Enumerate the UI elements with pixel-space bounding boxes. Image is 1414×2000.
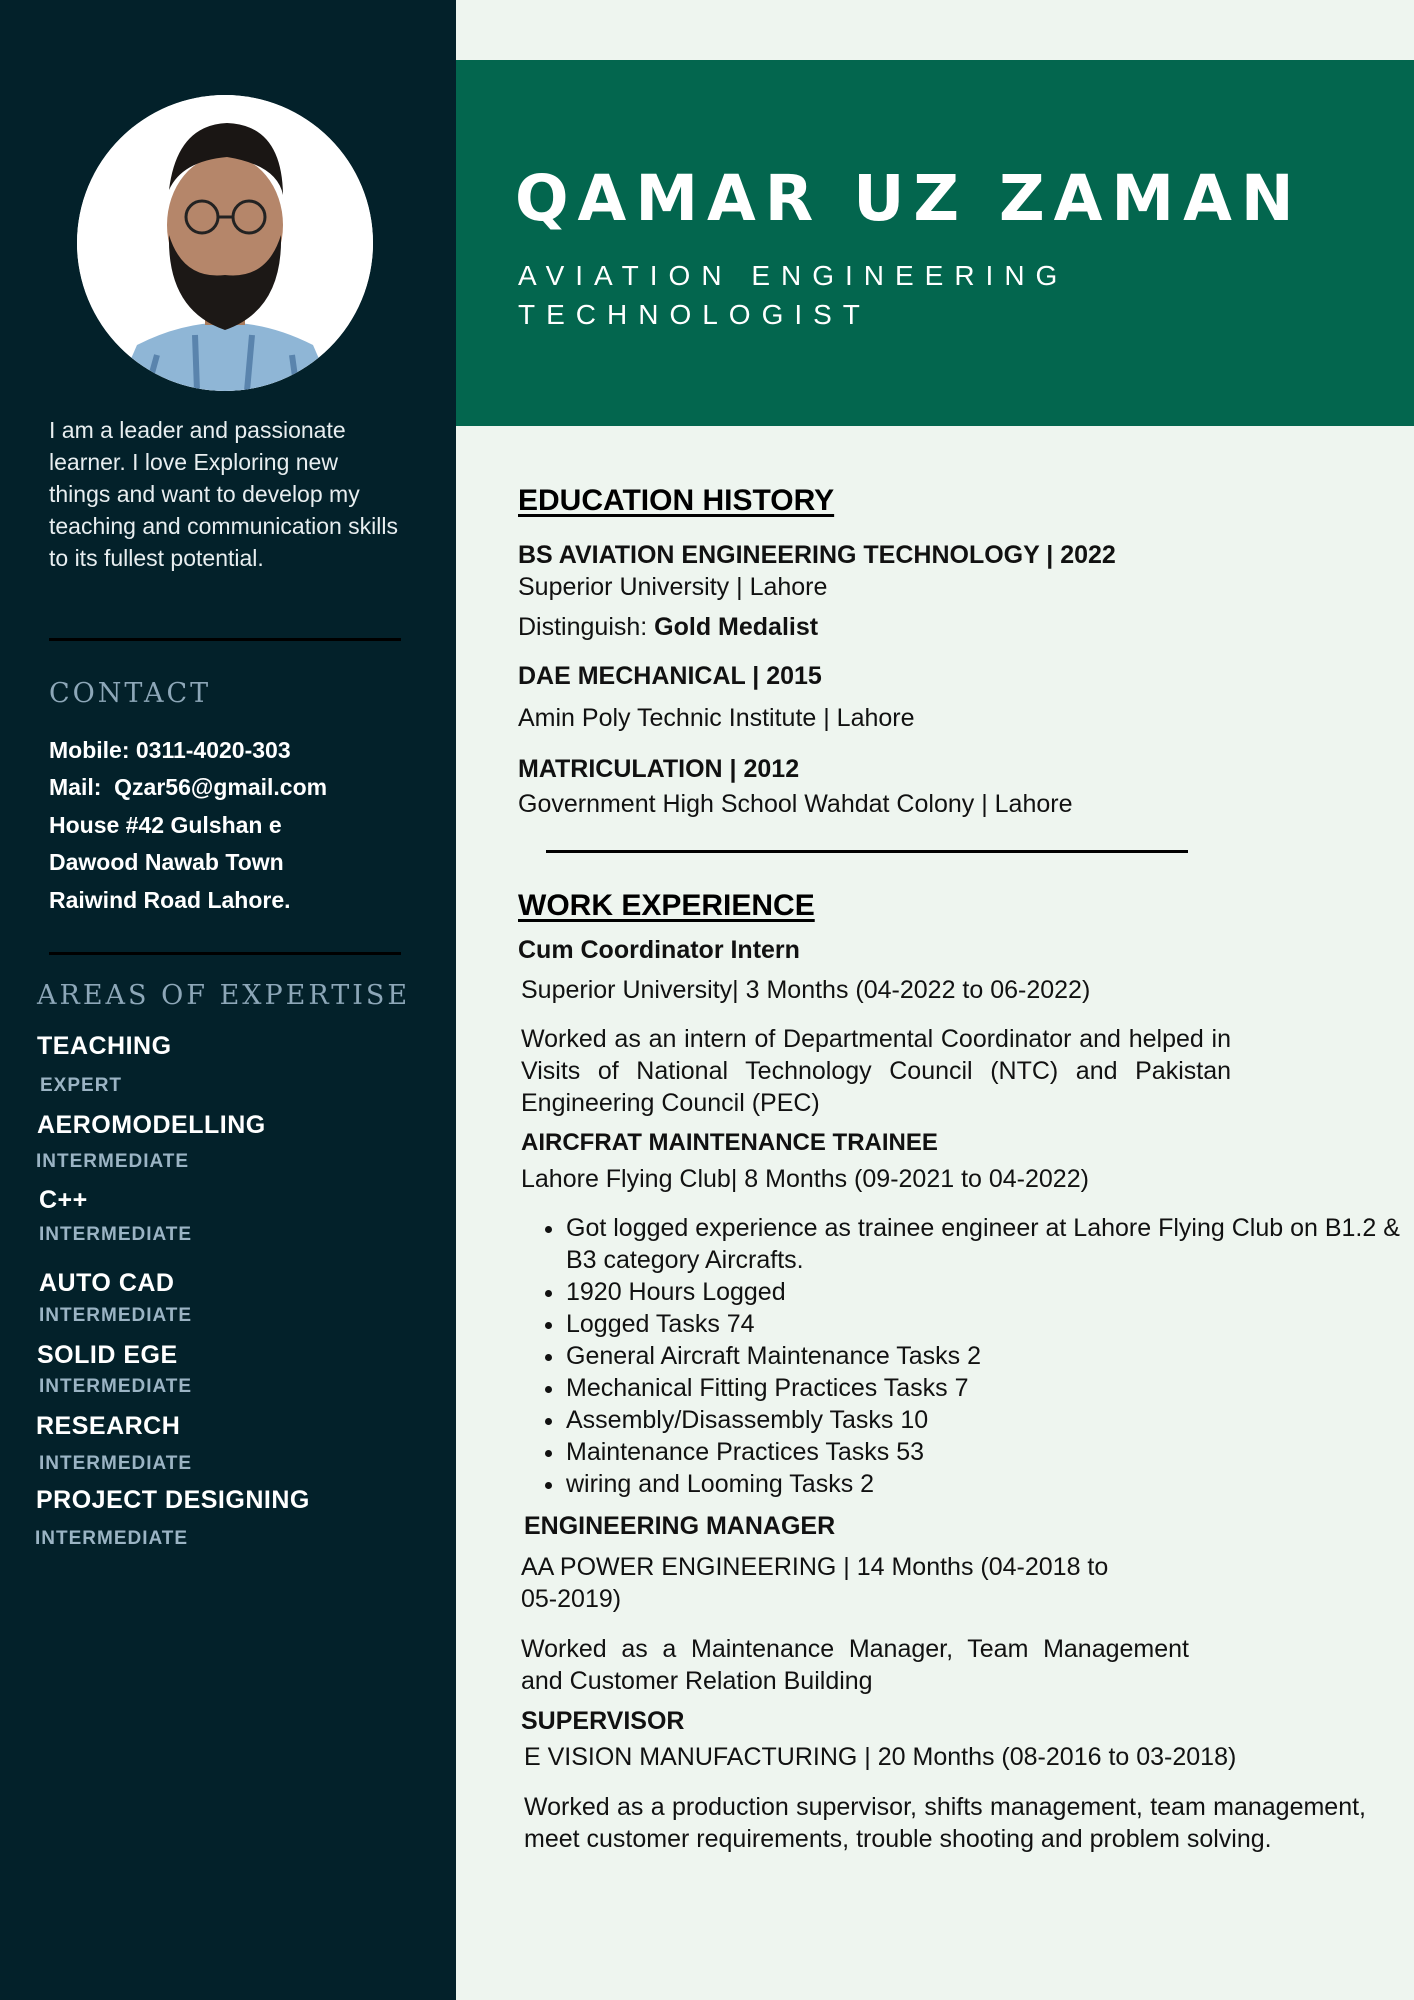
contact-mail: Mail: Qzar56@gmail.com (49, 774, 328, 800)
section-divider (546, 850, 1188, 853)
skill-name: PROJECT DESIGNING (36, 1486, 310, 1514)
job-description: Worked as a Maintenance Manager, Team Management and Customer Relation Building (521, 1635, 1189, 1695)
job-meta: AA POWER ENGINEERING | 14 Months (04-2018 to (521, 1553, 1109, 1581)
job-role: ENGINEERING MANAGER (524, 1512, 836, 1540)
skill-name: RESEARCH (36, 1412, 181, 1440)
institute-text: Superior University | Lahore (518, 573, 828, 601)
person-name: QAMAR UZ ZAMAN (515, 162, 1303, 235)
degree-title: MATRICULATION | 2012 (518, 755, 800, 783)
job-description: Worked as a production supervisor, shifts management, team management, meet customer requirements, trouble shooting and problem solving. (524, 1793, 1366, 1853)
list-item: • wiring and Looming Tasks 2 (566, 1468, 1406, 1500)
job-meta: E VISION MANUFACTURING | 20 Months (08-2016 to 03-2018) (524, 1743, 1237, 1771)
work-heading: WORK EXPERIENCE (518, 889, 815, 922)
job-role: Cum Coordinator Intern (518, 936, 800, 964)
education-heading: EDUCATION HISTORY (518, 484, 835, 517)
person-title: AVIATION ENGINEERING TECHNOLOGIST (518, 260, 1069, 330)
institute-text: Amin Poly Technic Institute | Lahore (518, 704, 915, 732)
job-meta: 05-2019) (521, 1585, 622, 1613)
contact-address-line: Raiwind Road Lahore. (49, 887, 291, 913)
list-item: • Assembly/Disassembly Tasks 10 (566, 1404, 1406, 1436)
list-item: • Logged Tasks 74 (566, 1308, 1406, 1340)
contact-address-line: House #42 Gulshan e (49, 812, 282, 838)
degree-title: DAE MECHANICAL | 2015 (518, 662, 822, 690)
skill-name: C++ (39, 1186, 88, 1214)
job-description: Worked as an intern of Departmental Coordinator and helped in Visits of National Technology Council (NTC) and Pakistan Engineering Council (PEC) (521, 1025, 1231, 1117)
list-item: • Got logged experience as trainee engineer at Lahore Flying Club on B1.2 & B3 category Aircrafts. (566, 1212, 1406, 1276)
skill-level: INTERMEDIATE (39, 1453, 193, 1474)
header-band (456, 60, 1414, 426)
contact-address-line: Dawood Nawab Town (49, 849, 284, 875)
skill-level: INTERMEDIATE (39, 1224, 193, 1245)
skill-level: INTERMEDIATE (39, 1305, 193, 1326)
degree-title: BS AVIATION ENGINEERING TECHNOLOGY | 2022 (518, 541, 1116, 569)
profile-photo (77, 95, 373, 391)
contact-mobile: Mobile: 0311-4020-303 (49, 737, 291, 763)
skill-name: SOLID EGE (37, 1341, 178, 1369)
task-list (536, 1212, 1406, 1500)
skill-level: EXPERT (40, 1075, 123, 1096)
job-role: AIRCFRAT MAINTENANCE TRAINEE (521, 1129, 938, 1156)
distinction-value: Gold Medalist (654, 613, 819, 641)
list-item: • Maintenance Practices Tasks 53 (566, 1436, 1406, 1468)
skill-level: INTERMEDIATE (36, 1151, 190, 1172)
distinction-text (518, 611, 818, 643)
sidebar-divider (49, 638, 401, 641)
institute-text: Government High School Wahdat Colony | Lahore (518, 790, 1073, 818)
list-item: • 1920 Hours Logged (566, 1276, 1406, 1308)
avatar-portrait-icon (77, 95, 373, 391)
job-role: SUPERVISOR (521, 1707, 685, 1735)
sidebar-divider (49, 952, 401, 955)
skill-name: TEACHING (37, 1032, 172, 1060)
skill-level: INTERMEDIATE (39, 1376, 193, 1397)
list-item: • General Aircraft Maintenance Tasks 2 (566, 1340, 1406, 1372)
sidebar (0, 0, 456, 2000)
skill-level: INTERMEDIATE (35, 1528, 189, 1549)
distinction-label: Distinguish: (518, 613, 655, 641)
skill-name: AUTO CAD (39, 1269, 175, 1297)
list-item: • Mechanical Fitting Practices Tasks 7 (566, 1372, 1406, 1404)
bio-text: I am a leader and passionate learner. I love Exploring new things and want to develop my teaching and communication skills to its fullest potential. (49, 417, 399, 571)
job-meta: Superior University| 3 Months (04-2022 to 06-2022) (521, 976, 1091, 1004)
job-meta: Lahore Flying Club| 8 Months (09-2021 to 04-2022) (521, 1165, 1089, 1193)
contact-heading: CONTACT (49, 678, 212, 709)
skill-name: AEROMODELLING (37, 1111, 266, 1139)
expertise-heading: AREAS OF EXPERTISE (37, 980, 411, 1011)
